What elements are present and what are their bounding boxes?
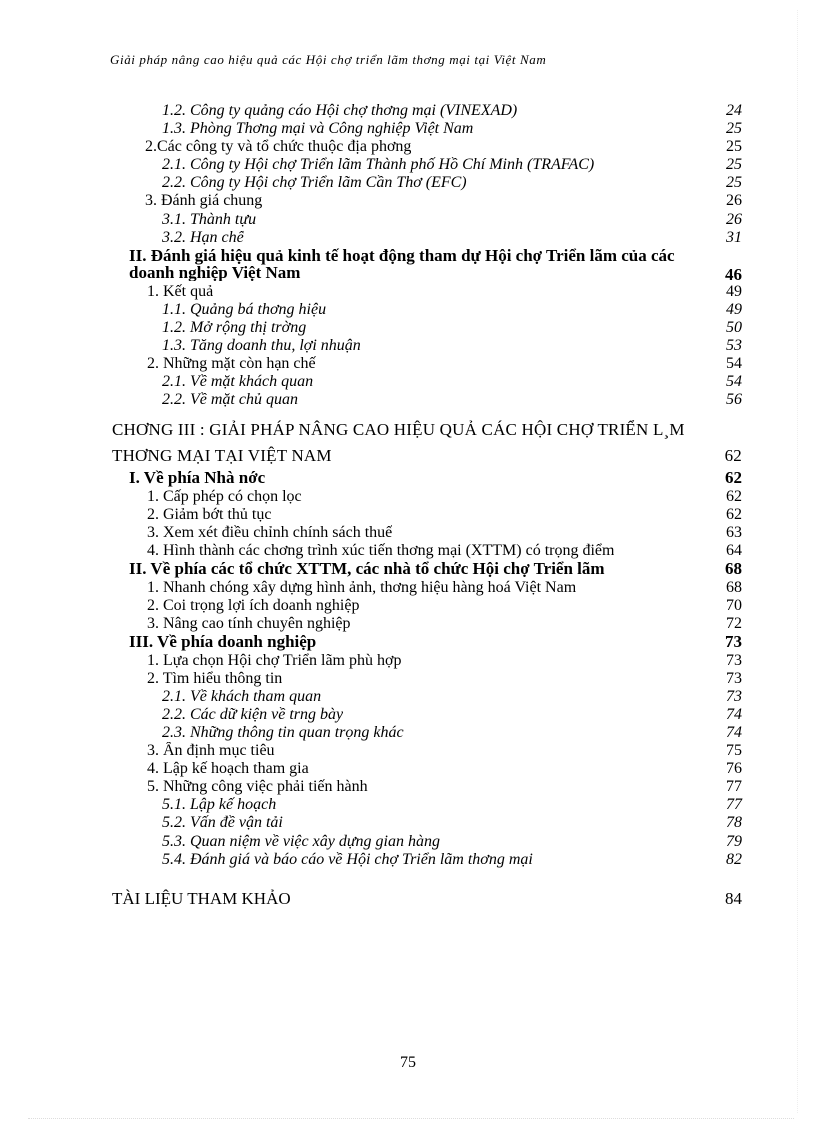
toc-entry-title: 2. Coi trọng lợi ích doanh nghiệp: [147, 596, 360, 614]
toc-entry-title: 1. Lựa chọn Hội chợ Triển lãm phù hợp: [147, 651, 402, 669]
toc-entry: [112, 670, 742, 688]
toc-entry-page: 54: [726, 373, 742, 391]
toc-entry-title: 2.Các công ty và tổ chức thuộc địa phơng: [145, 138, 412, 156]
toc-entry-page: 68: [726, 578, 742, 596]
toc-entry: [112, 192, 742, 210]
toc-entry: [112, 851, 742, 869]
toc-entry-page: 73: [725, 632, 742, 652]
toc-entry: [112, 688, 742, 706]
toc-entry-page: 53: [726, 337, 742, 355]
toc-entry: [112, 355, 742, 373]
toc-entry-page: 75: [726, 742, 742, 760]
toc-entry-title: 2.1. Về khách tham quan: [162, 687, 322, 705]
references-page: 84: [725, 888, 742, 908]
toc-entry-title: 5.4. Đánh giá và báo cáo về Hội chợ Triển lãm thơng mại: [162, 850, 533, 868]
references-title: TÀI LIỆU THAM KHẢO: [112, 888, 291, 908]
toc-entry: [112, 337, 742, 355]
toc-entry-title: III. Về phía doanh nghiệp: [129, 633, 317, 652]
toc-entry: [112, 652, 742, 670]
toc-entry: [112, 373, 742, 391]
toc-entry: [112, 319, 742, 337]
toc-entry-page: 31: [726, 228, 742, 246]
toc-entry: [112, 742, 742, 760]
toc-entry-title: 1.2. Công ty quảng cáo Hội chợ thơng mại (VINEXAD): [162, 102, 518, 119]
toc-entry: [112, 156, 742, 174]
toc-entry-page: 25: [726, 138, 742, 156]
toc-entry: [112, 560, 742, 579]
toc-entry-title: 5. Những công việc phải tiến hành: [147, 778, 368, 796]
toc-entry: [112, 796, 742, 814]
toc-entry-title: 1. Nhanh chóng xây dựng hình ảnh, thơng hiệu hàng hoá Việt Nam: [147, 578, 577, 596]
toc-entry-title: 3.1. Thành tựu: [162, 210, 257, 228]
toc-entry-page: 79: [726, 832, 742, 850]
toc-entry-page: 62: [726, 506, 742, 523]
toc-entry-page: 54: [726, 355, 742, 373]
toc-entry-title: 2.2. Công ty Hội chợ Triển lãm Cần Thơ (EFC): [162, 174, 467, 192]
toc-entry: [112, 102, 742, 120]
toc-entry-page: 68: [725, 559, 742, 579]
toc-entry-title: 4. Hình thành các chơng trình xúc tiến thơng mại (XTTM) có trọng điểm: [147, 542, 615, 560]
toc-entry: [112, 506, 742, 524]
toc-entry-title: 3. Đánh giá chung: [145, 192, 263, 210]
toc-entry: [112, 833, 742, 851]
references-entry: [112, 887, 742, 911]
toc-entry-title: 3.2. Hạn chế: [162, 228, 244, 246]
toc-entry-page: 62: [726, 487, 742, 505]
toc-entry-title: 2.3. Những thông tin quan trọng khác: [162, 723, 404, 741]
toc-entry-title: 2. Những mặt còn hạn chế: [147, 355, 316, 373]
toc-entry-title: 2.2. Về mặt chủ quan: [162, 391, 298, 409]
page-number: 75: [400, 1054, 416, 1071]
toc-entry-title: 2. Tìm hiểu thông tin: [147, 669, 283, 687]
toc-section-chapter-2: [112, 102, 742, 409]
toc-entry-page: 78: [726, 814, 742, 832]
toc-entry-page: 25: [726, 156, 742, 174]
toc-entry-page: 73: [726, 651, 742, 669]
toc-entry: [112, 211, 742, 229]
toc-entry: [112, 778, 742, 796]
toc-entry: [112, 615, 742, 633]
toc-entry: [112, 597, 742, 615]
toc-entry-page: 26: [726, 210, 742, 228]
toc-entry-page: 70: [726, 596, 742, 614]
toc-entry-page: 25: [726, 174, 742, 192]
toc-entry-page: 76: [726, 760, 742, 778]
toc-entry: [112, 579, 742, 597]
toc-entry-page: 77: [726, 778, 742, 796]
page-edge-divider: [28, 1118, 794, 1119]
toc-entry: [112, 247, 742, 283]
toc-entry-page: 64: [726, 542, 742, 560]
toc-entry: [112, 633, 742, 652]
toc-entry-page: 73: [726, 687, 742, 705]
toc-entry: [112, 174, 742, 192]
toc-entry: [112, 524, 742, 542]
toc-entry-title: 1.2. Mở rộng thị trờng: [162, 318, 307, 336]
toc-entry: [112, 814, 742, 832]
chapter-3-title: CHƠNG III : GIẢI PHÁP NÂNG CAO HIỆU QUẢ CÁC HỘI CHỢ TRIỂN L¸M THƠNG MẠI TẠI VIỆT NAM: [112, 420, 685, 466]
toc-entry-page: 49: [726, 300, 742, 318]
toc-entry-title: II. Đánh giá hiệu quả kinh tế hoạt động tham dự Hội chợ Triển lãm của các doanh nghiệp Việt Nam: [129, 246, 675, 281]
toc-entry-page: 74: [726, 705, 742, 723]
toc-section-chapter-3: [112, 469, 742, 868]
toc-entry-page: 72: [726, 614, 742, 632]
toc-entry-title: 5.1. Lập kế hoạch: [162, 796, 277, 814]
toc-entry-title: 5.2. Vấn đề vận tải: [162, 814, 283, 832]
toc-entry-page: 77: [726, 796, 742, 814]
toc-entry-page: 62: [725, 468, 742, 488]
running-header: Giải pháp nâng cao hiệu quả các Hội chợ triển lãm thơng mại tại Việt Nam: [110, 52, 547, 67]
toc-entry-title: 3. Nâng cao tính chuyên nghiệp: [147, 614, 351, 632]
table-of-contents: [112, 102, 742, 911]
toc-entry-title: I. Về phía Nhà nớc: [129, 469, 266, 488]
toc-entry-page: 25: [726, 120, 742, 138]
toc-entry-title: 3. Xem xét điều chỉnh chính sách thuế: [147, 524, 393, 542]
toc-entry-title: 2.1. Công ty Hội chợ Triển lãm Thành phố Hồ Chí Minh (TRAFAC): [162, 156, 595, 174]
toc-entry: [112, 760, 742, 778]
toc-entry-title: 1.3. Tăng doanh thu, lợi nhuận: [162, 337, 361, 355]
toc-entry-page: 73: [726, 669, 742, 687]
chapter-3-page: 62: [724, 446, 742, 466]
toc-entry-page: 24: [726, 102, 742, 119]
toc-entry: [112, 138, 742, 156]
toc-entry-page: 56: [726, 391, 742, 409]
toc-entry-page: 26: [726, 192, 742, 210]
toc-entry-title: 2.2. Các dữ kiện về trng bày: [162, 705, 344, 723]
toc-entry: [112, 706, 742, 724]
toc-entry: [112, 391, 742, 409]
toc-entry: [112, 542, 742, 560]
toc-entry-page: 49: [726, 282, 742, 300]
toc-entry-title: II. Về phía các tổ chức XTTM, các nhà tổ chức Hội chợ Triển lãm: [129, 560, 605, 579]
toc-entry: [112, 469, 742, 488]
toc-entry-page: 50: [726, 318, 742, 336]
toc-entry-title: 1.3. Phòng Thơng mại và Công nghiệp Việt Nam: [162, 120, 474, 138]
toc-entry-title: 2. Giảm bớt thủ tục: [147, 506, 272, 523]
toc-entry: [112, 120, 742, 138]
toc-entry-page: 82: [726, 850, 742, 868]
toc-entry-page: 74: [726, 723, 742, 741]
toc-entry-title: 5.3. Quan niệm về việc xây dựng gian hàng: [162, 832, 440, 850]
toc-entry-title: 3. Ấn định mục tiêu: [147, 742, 275, 760]
toc-entry: [112, 283, 742, 301]
toc-entry-page: 46: [725, 264, 742, 284]
toc-entry: [112, 229, 742, 247]
toc-entry-page: 63: [726, 524, 742, 542]
toc-entry-title: 1. Kết quả: [147, 282, 214, 300]
toc-entry-title: 2.1. Về mặt khách quan: [162, 373, 314, 391]
toc-entry: [112, 724, 742, 742]
toc-entry-title: 4. Lập kế hoạch tham gia: [147, 760, 309, 778]
toc-entry-title: 1.1. Quảng bá thơng hiệu: [162, 300, 327, 318]
toc-entry: [112, 301, 742, 319]
toc-entry: [112, 488, 742, 506]
toc-entry-title: 1. Cấp phép có chọn lọc: [147, 487, 302, 505]
chapter-3-heading: [112, 417, 742, 469]
page-side-edge: [797, 10, 798, 1113]
